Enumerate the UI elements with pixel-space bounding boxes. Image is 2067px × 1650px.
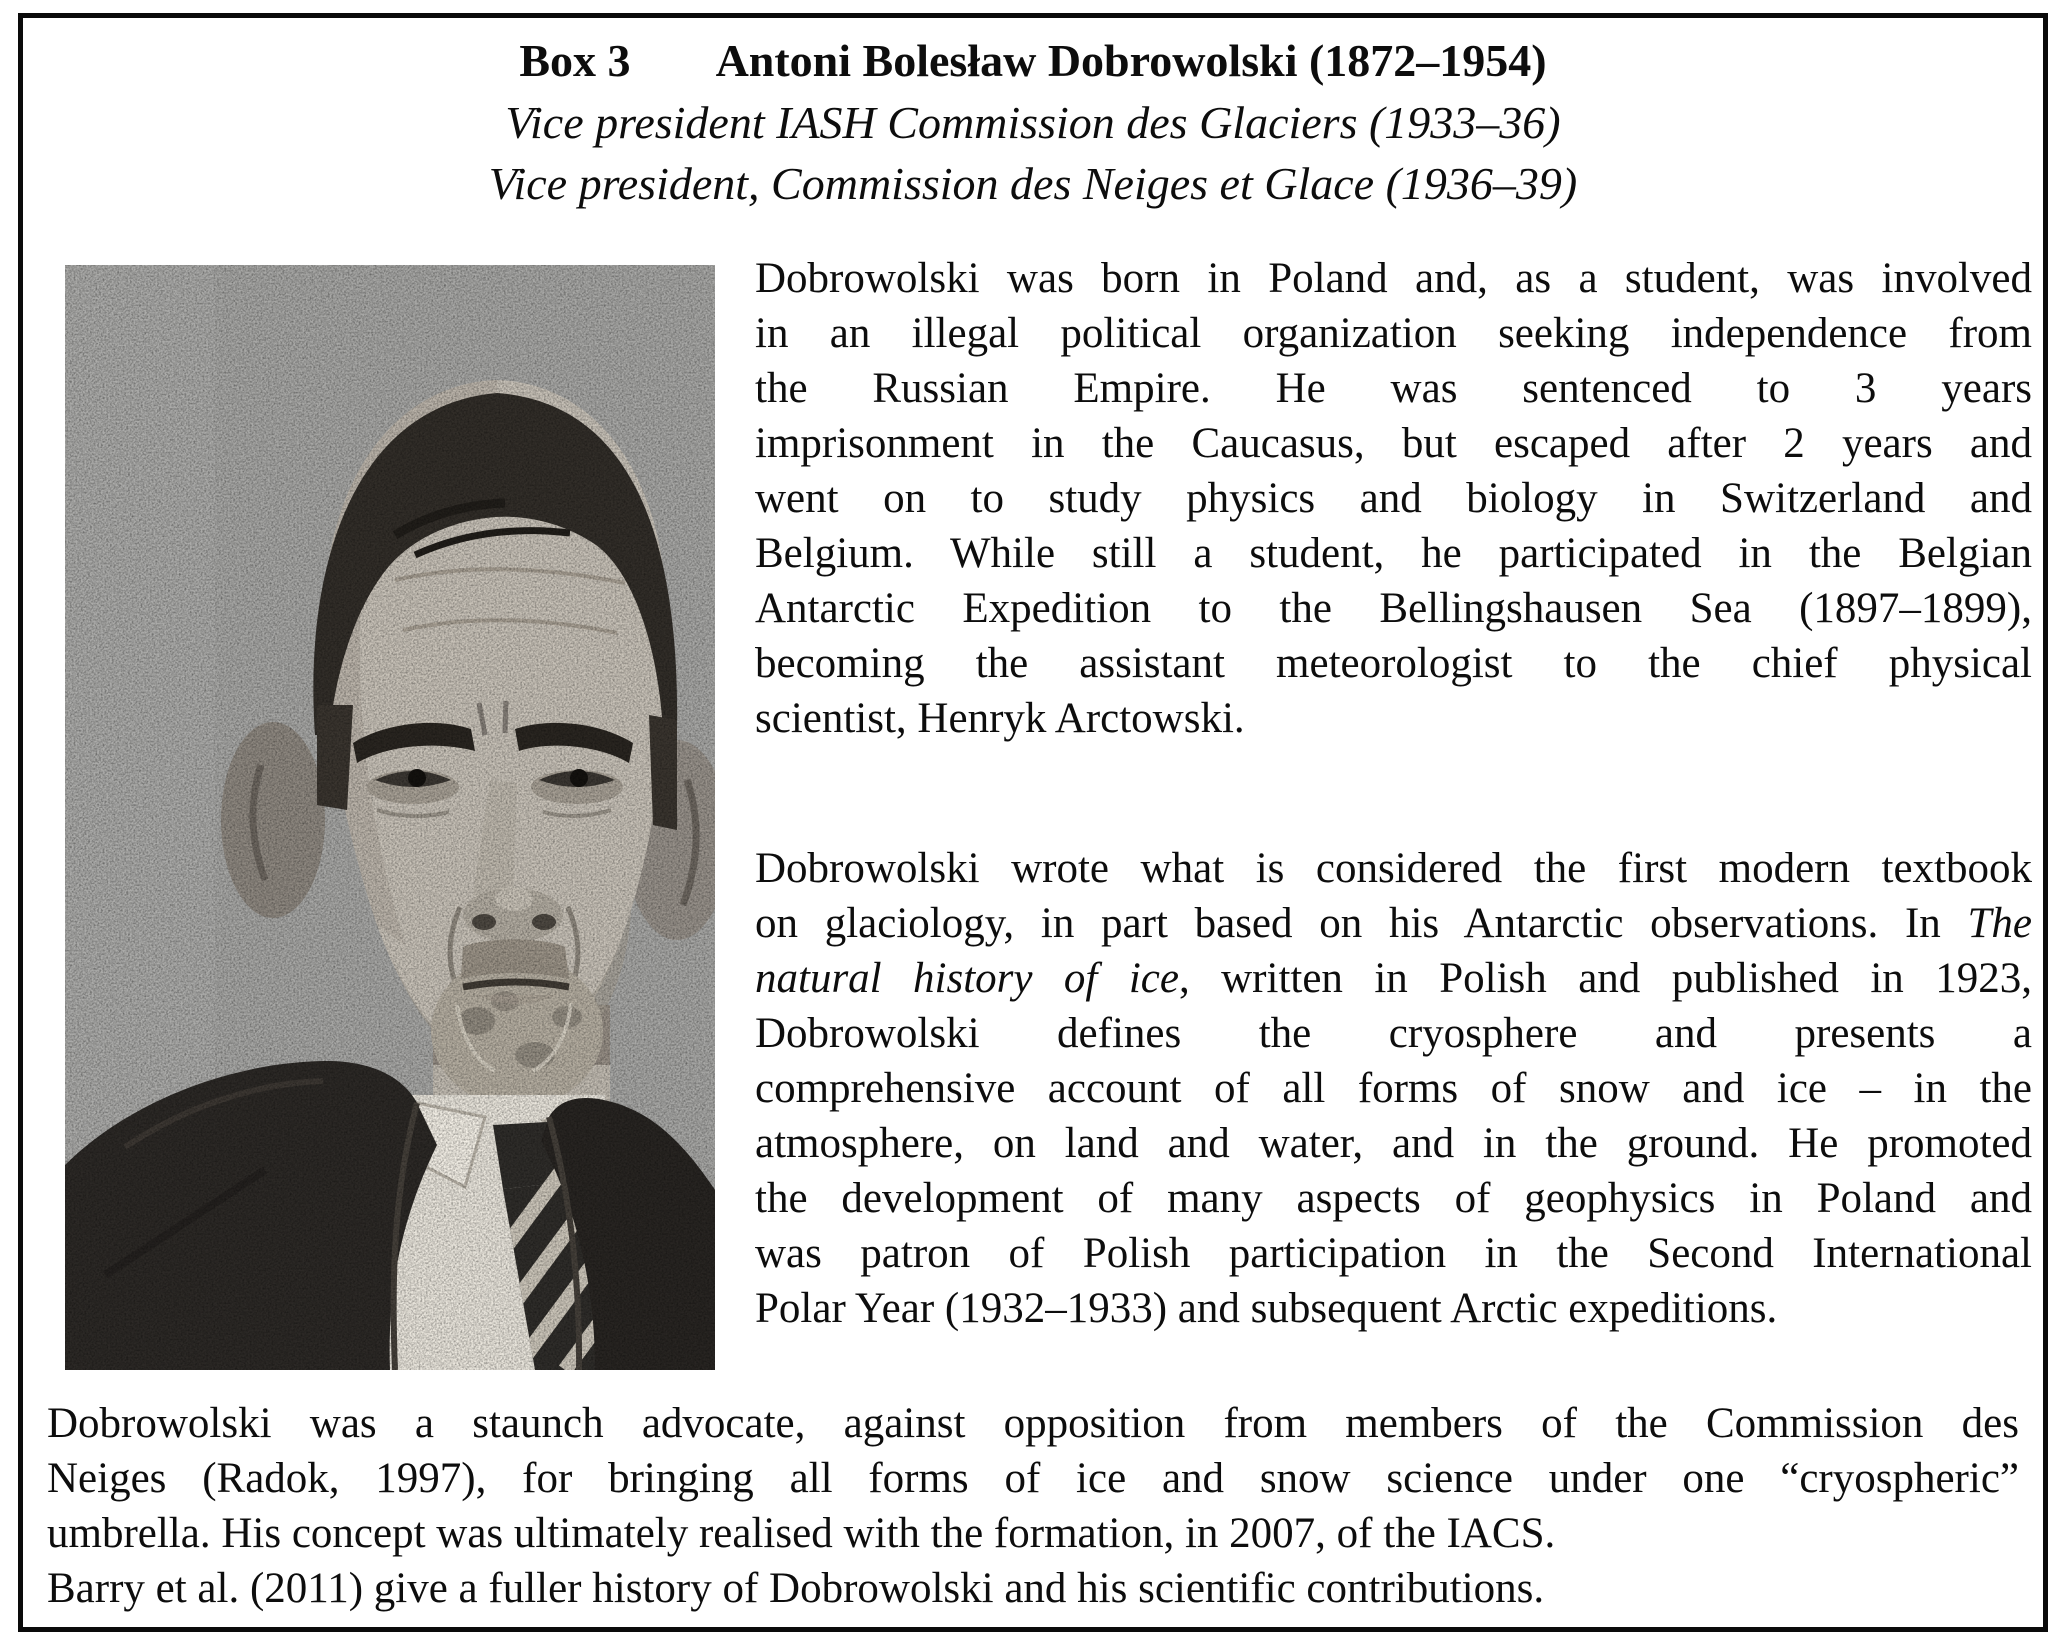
text-line bbox=[755, 1116, 2032, 1171]
text-line bbox=[47, 1506, 2019, 1561]
paragraph bbox=[47, 1396, 2019, 1561]
text-line bbox=[47, 1561, 2019, 1616]
text-line bbox=[755, 251, 2032, 306]
text-segment: , written in Polish and published in 1923, bbox=[1178, 955, 2032, 1002]
text-line bbox=[755, 581, 2032, 636]
right-text-column bbox=[755, 251, 2032, 1336]
box-label: Box 3 bbox=[519, 35, 631, 86]
text-line bbox=[755, 1281, 2032, 1336]
text-segment: becoming the assistant meteorologist to the chief physical bbox=[755, 640, 2032, 687]
text-line bbox=[755, 1061, 2032, 1116]
text-segment: Antarctic Expedition to the Bellingshausen Sea (1897–1899), bbox=[755, 585, 2032, 632]
box-header bbox=[23, 30, 2043, 214]
portrait-photo bbox=[65, 265, 715, 1370]
text-line bbox=[47, 1451, 2019, 1506]
text-segment: Polar Year (1932–1933) and subsequent Arctic expeditions. bbox=[755, 1285, 1778, 1332]
text-segment: Dobrowolski was born in Poland and, as a student, was involved bbox=[755, 255, 2032, 302]
text-segment: Neiges (Radok, 1997), for bringing all forms of ice and snow science under one “cryospheric” bbox=[47, 1455, 2019, 1502]
subtitle-line-1: Vice president IASH Commission des Glaciers (1933–36) bbox=[505, 97, 1561, 148]
text-line bbox=[755, 526, 2032, 581]
paragraph bbox=[755, 251, 2032, 746]
text-line bbox=[755, 306, 2032, 361]
text-segment: comprehensive account of all forms of snow and ice – in the bbox=[755, 1065, 2032, 1112]
text-segment: umbrella. His concept was ultimately realised with the formation, in 2007, of the IACS. bbox=[47, 1510, 1556, 1557]
text-segment: in an illegal political organization seeking independence from bbox=[755, 310, 2032, 357]
text-segment: atmosphere, on land and water, and in the ground. He promoted bbox=[755, 1120, 2032, 1167]
portrait-photo-illustration bbox=[65, 265, 715, 1370]
text-segment: Dobrowolski wrote what is considered the first modern textbook bbox=[755, 845, 2032, 892]
text-segment: Dobrowolski was a staunch advocate, against opposition from members of the Commission des bbox=[47, 1400, 2019, 1447]
text-line bbox=[755, 1006, 2032, 1061]
italic-text-segment: The bbox=[1967, 900, 2032, 947]
text-line bbox=[47, 1396, 2019, 1451]
text-segment: on glaciology, in part based on his Antarctic observations. In bbox=[755, 900, 1968, 947]
text-line bbox=[755, 951, 2032, 1006]
subtitle-line-2: Vice president, Commission des Neiges et Glace (1936–39) bbox=[488, 158, 1578, 209]
text-segment: the Russian Empire. He was sentenced to 3 years bbox=[755, 365, 2032, 412]
box-title: Antoni Bolesław Dobrowolski (1872–1954) bbox=[715, 35, 1547, 86]
text-line bbox=[755, 636, 2032, 691]
text-line bbox=[755, 691, 2032, 746]
italic-text-segment: natural history of ice bbox=[755, 955, 1179, 1002]
text-segment: imprisonment in the Caucasus, but escaped after 2 years and bbox=[755, 420, 2032, 467]
text-line bbox=[755, 1171, 2032, 1226]
text-line bbox=[755, 471, 2032, 526]
box-3-frame bbox=[18, 13, 2048, 1632]
text-line bbox=[755, 1226, 2032, 1281]
box-title-line bbox=[23, 30, 2043, 92]
text-segment: the development of many aspects of geophysics in Poland and bbox=[755, 1175, 2032, 1222]
text-segment: Dobrowolski defines the cryosphere and presents a bbox=[755, 1010, 2032, 1057]
text-line bbox=[755, 416, 2032, 471]
text-segment: Barry et al. (2011) give a fuller history of Dobrowolski and his scientific contributions. bbox=[47, 1565, 1545, 1612]
text-line bbox=[755, 361, 2032, 416]
text-line bbox=[755, 841, 2032, 896]
bottom-text-block bbox=[47, 1396, 2019, 1616]
text-segment: scientist, Henryk Arctowski. bbox=[755, 695, 1245, 742]
text-segment: Belgium. While still a student, he participated in the Belgian bbox=[755, 530, 2032, 577]
text-line bbox=[755, 896, 2032, 951]
paragraph bbox=[755, 841, 2032, 1336]
paragraph bbox=[47, 1561, 2019, 1616]
text-segment: went on to study physics and biology in Switzerland and bbox=[755, 475, 2032, 522]
text-segment: was patron of Polish participation in the Second International bbox=[755, 1230, 2032, 1277]
